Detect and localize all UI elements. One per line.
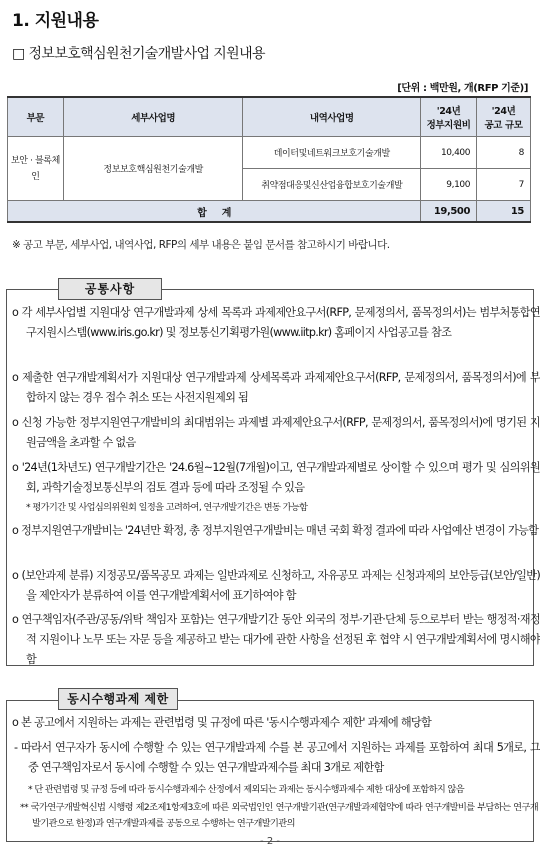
cell-sector: 보안 · 블록체인 (8, 137, 64, 201)
cell-budget: 9,100 (421, 169, 477, 201)
common-subnote: * 평가기간 및 사업심의위원회 일정을 고려하여, 연구개발기간은 변동 가능함 (26, 502, 308, 513)
support-table (7, 96, 531, 223)
common-item: o 각 세부사업별 지원대상 연구개발과제 상세 목록과 과제제안요구서(RFP, 문제정의서, 품목정의서)는 범부처통합연구지원시스템(www.iris.go.kr) 및 정보통신기획평가원(www.iitp.kr) 홈페이지 사업공고를 참조 (12, 306, 540, 339)
cell-budget: 10,400 (421, 137, 477, 169)
common-item: o 제출한 연구개발계획서가 지원대상 연구개발과제 상세목록과 과제제안요구서(RFP, 문제정의서, 품목정의서)에 부합하지 않는 경우 접수 취소 또는 사전지원제외 됨 (12, 371, 540, 404)
unit-note: [단위 : 백만원, 개(RFP 기준)] (397, 83, 528, 94)
table-header-row (8, 97, 531, 137)
cell-count: 7 (477, 169, 531, 201)
common-section-title: 공통사항 (58, 278, 162, 300)
common-item: o '24년(1차년도) 연구개발기간은 '24.6월~12월(7개월)이고, 연구개발과제별로 상이할 수 있으며 평가 및 심의위원회, 과학기술정보통신부의 검토 결과 등에 따라 조정될 수 있음 (12, 461, 540, 494)
common-item: o 연구책임자(주관/공동/위탁 책임자 포함)는 연구개발기간 동안 외국의 정부·기관·단체 등으로부터 받는 행정적·재정적 지원이나 노무 또는 자문 등을 제공하고 받는 대가에 관한 사항을 선정된 후 협약 시 연구개발계획서에 명시해야 함 (12, 613, 540, 666)
common-item: o 신청 가능한 정부지원연구개발비의 최대범위는 과제별 과제제안요구서(RFP, 문제정의서, 품목정의서)에 명기된 지원금액을 초과할 수 없음 (12, 416, 540, 449)
page-number: - 2 - (260, 836, 280, 847)
subsection-heading: □ 정보보호핵심원천기술개발사업 지원내용 (12, 46, 265, 62)
section-heading: 1. 지원내용 (12, 11, 99, 31)
reference-note: ※ 공고 부문, 세부사업, 내역사업, RFP의 세부 내용은 붙임 문서를 참고하시기 바랍니다. (12, 239, 390, 251)
concurrent-section-title: 동시수행과제 제한 (58, 688, 178, 710)
common-item: o (보안과제 분류) 지정공모/품목공모 과제는 일반과제로 신청하고, 자유공모 과제는 신청과제의 보안등급(보안/일반)을 제안자가 분류하여 이를 연구개발계획서에 표기하여야 함 (12, 569, 540, 602)
table-row (8, 137, 531, 169)
header-sector: 부문 (8, 97, 64, 137)
common-item: o 정부지원연구개발비는 '24년만 확정, 총 정부지원연구개발비는 매년 국회 확정 결과에 따라 사업예산 변경이 가능함 (12, 524, 539, 537)
header-budget: '24년 정부지원비 (421, 97, 477, 137)
header-count: '24년 공고 규모 (477, 97, 531, 137)
concurrent-note: * 단 관련법령 및 규정 등에 따라 동시수행과제수 산정에서 제외되는 과제는 동시수행과제수 제한 대상에 포함하지 않음 (28, 784, 465, 795)
header-project: 세부사업명 (63, 97, 243, 137)
cell-count: 8 (477, 137, 531, 169)
cell-subproject: 데이터및네트워크보호기술개발 (243, 137, 421, 169)
total-count: 15 (477, 201, 531, 223)
concurrent-subitem: - 따라서 연구자가 동시에 수행할 수 있는 연구개발과제 수를 본 공고에서 지원하는 과제를 포함하여 최대 5개로, 그 중 연구책임자로서 동시에 수행할 수 있는 연구개발과제수를 최대 3개로 제한함 (14, 741, 540, 774)
table-total-row (8, 201, 531, 223)
concurrent-item: o 본 공고에서 지원하는 과제는 관련법령 및 규정에 따른 '동시수행과제수 제한' 과제에 해당함 (12, 716, 432, 729)
total-budget: 19,500 (421, 201, 477, 223)
cell-subproject: 취약점대응및신산업융합보호기술개발 (243, 169, 421, 201)
concurrent-note: ** 국가연구개발혁신법 시행령 제2조제1항제3호에 따른 외국법인인 연구개발기관(연구개발과제협약에 따라 연구개발비를 부담하는 연구개발기관으로 한정)과 연구개발과제를 공동으로 수행하는 연구개발기관의 (20, 802, 538, 829)
header-subproject: 내역사업명 (243, 97, 421, 137)
cell-project: 정보보호핵심원천기술개발 (63, 137, 243, 201)
total-label: 합 계 (8, 201, 421, 223)
